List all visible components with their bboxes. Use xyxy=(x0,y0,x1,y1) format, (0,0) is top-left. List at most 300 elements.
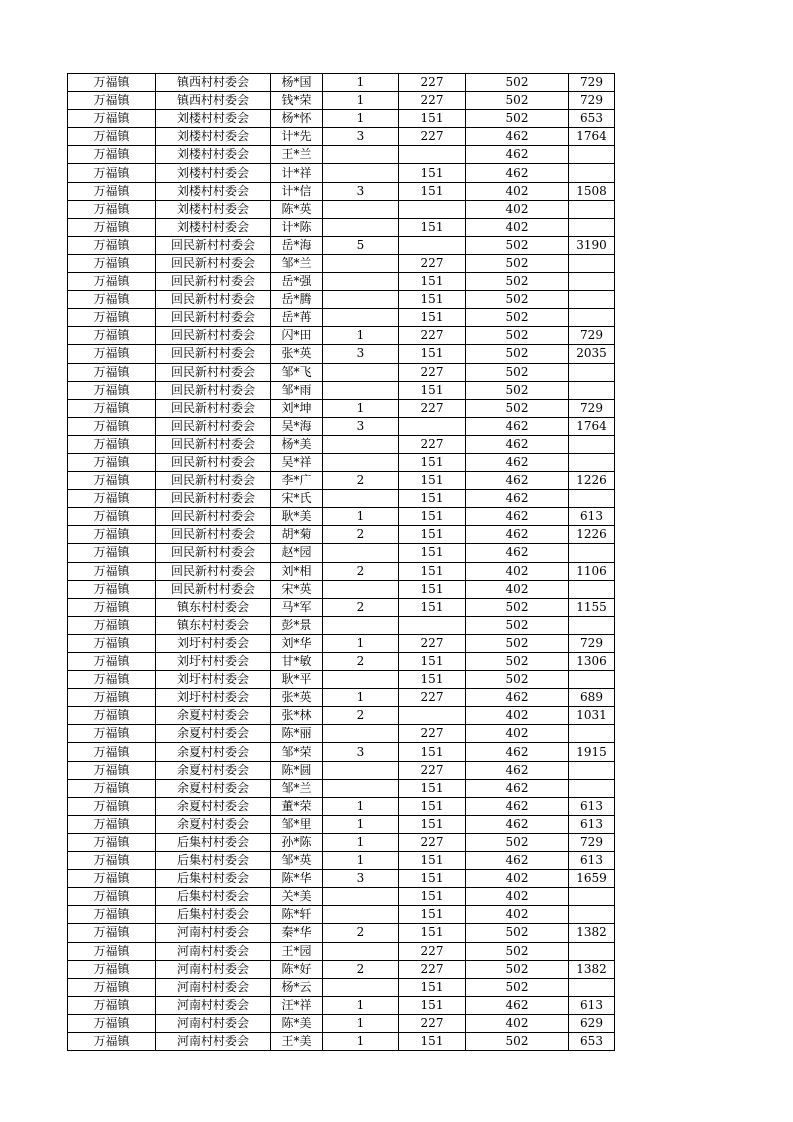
household-size-cell xyxy=(323,544,399,562)
household-size-cell: 1 xyxy=(323,634,399,652)
household-size-cell xyxy=(323,978,399,996)
amount-b-cell: 402 xyxy=(466,562,569,580)
amount-b-cell: 462 xyxy=(466,508,569,526)
amount-a-cell xyxy=(399,417,466,435)
town-cell: 万福镇 xyxy=(68,870,156,888)
name-cell: 陈*圆 xyxy=(271,761,323,779)
village-committee-cell: 回民新村村委会 xyxy=(156,472,271,490)
name-cell: 邹*里 xyxy=(271,815,323,833)
town-cell: 万福镇 xyxy=(68,327,156,345)
village-committee-cell: 刘圩村村委会 xyxy=(156,653,271,671)
amount-b-cell: 502 xyxy=(466,92,569,110)
amount-b-cell: 402 xyxy=(466,870,569,888)
total-cell: 729 xyxy=(569,74,615,92)
total-cell: 629 xyxy=(569,1014,615,1032)
town-cell: 万福镇 xyxy=(68,996,156,1014)
household-size-cell: 3 xyxy=(323,417,399,435)
household-size-cell xyxy=(323,888,399,906)
table-row xyxy=(68,490,615,508)
village-committee-cell: 回民新村村委会 xyxy=(156,526,271,544)
village-committee-cell: 余夏村村委会 xyxy=(156,707,271,725)
name-cell: 马*军 xyxy=(271,598,323,616)
amount-b-cell: 502 xyxy=(466,110,569,128)
amount-b-cell: 402 xyxy=(466,725,569,743)
total-cell xyxy=(569,309,615,327)
name-cell: 陈*好 xyxy=(271,960,323,978)
table-row xyxy=(68,689,615,707)
name-cell: 邹*荣 xyxy=(271,743,323,761)
village-committee-cell: 刘楼村村委会 xyxy=(156,110,271,128)
household-size-cell: 1 xyxy=(323,797,399,815)
amount-b-cell: 402 xyxy=(466,1014,569,1032)
household-size-cell: 2 xyxy=(323,562,399,580)
amount-a-cell: 151 xyxy=(399,309,466,327)
town-cell: 万福镇 xyxy=(68,345,156,363)
total-cell: 1382 xyxy=(569,924,615,942)
household-size-cell: 1 xyxy=(323,399,399,417)
table-row xyxy=(68,707,615,725)
town-cell: 万福镇 xyxy=(68,725,156,743)
amount-a-cell: 151 xyxy=(399,653,466,671)
table-row xyxy=(68,671,615,689)
table-row xyxy=(68,544,615,562)
village-committee-cell: 回民新村村委会 xyxy=(156,254,271,272)
town-cell: 万福镇 xyxy=(68,128,156,146)
amount-a-cell: 151 xyxy=(399,1032,466,1050)
total-cell: 1382 xyxy=(569,960,615,978)
name-cell: 钱*荣 xyxy=(271,92,323,110)
name-cell: 宋*英 xyxy=(271,580,323,598)
name-cell: 耿*平 xyxy=(271,671,323,689)
table-row xyxy=(68,92,615,110)
household-size-cell: 1 xyxy=(323,1014,399,1032)
amount-b-cell: 502 xyxy=(466,309,569,327)
amount-a-cell: 151 xyxy=(399,888,466,906)
town-cell: 万福镇 xyxy=(68,218,156,236)
table-row xyxy=(68,309,615,327)
amount-b-cell: 402 xyxy=(466,580,569,598)
village-committee-cell: 回民新村村委会 xyxy=(156,236,271,254)
amount-a-cell: 151 xyxy=(399,996,466,1014)
town-cell: 万福镇 xyxy=(68,1032,156,1050)
total-cell: 1031 xyxy=(569,707,615,725)
table-row xyxy=(68,978,615,996)
name-cell: 陈*轩 xyxy=(271,906,323,924)
village-committee-cell: 河南村村委会 xyxy=(156,978,271,996)
name-cell: 吴*海 xyxy=(271,417,323,435)
table-row xyxy=(68,291,615,309)
household-size-cell: 2 xyxy=(323,472,399,490)
town-cell: 万福镇 xyxy=(68,942,156,960)
household-size-cell: 1 xyxy=(323,833,399,851)
village-committee-cell: 余夏村村委会 xyxy=(156,725,271,743)
amount-b-cell: 502 xyxy=(466,924,569,942)
total-cell xyxy=(569,254,615,272)
town-cell: 万福镇 xyxy=(68,526,156,544)
village-committee-cell: 回民新村村委会 xyxy=(156,291,271,309)
village-committee-cell: 刘圩村村委会 xyxy=(156,671,271,689)
amount-a-cell: 151 xyxy=(399,110,466,128)
name-cell: 岳*强 xyxy=(271,273,323,291)
village-committee-cell: 回民新村村委会 xyxy=(156,417,271,435)
amount-a-cell xyxy=(399,616,466,634)
total-cell xyxy=(569,453,615,471)
table-row xyxy=(68,888,615,906)
amount-b-cell: 462 xyxy=(466,779,569,797)
household-size-cell: 2 xyxy=(323,960,399,978)
amount-a-cell: 151 xyxy=(399,598,466,616)
table-row xyxy=(68,345,615,363)
total-cell: 729 xyxy=(569,399,615,417)
amount-b-cell: 502 xyxy=(466,833,569,851)
household-size-cell: 1 xyxy=(323,996,399,1014)
household-size-cell: 1 xyxy=(323,1032,399,1050)
table-row xyxy=(68,363,615,381)
village-committee-cell: 刘楼村村委会 xyxy=(156,200,271,218)
village-committee-cell: 河南村村委会 xyxy=(156,1032,271,1050)
total-cell: 729 xyxy=(569,833,615,851)
town-cell: 万福镇 xyxy=(68,671,156,689)
household-size-cell: 2 xyxy=(323,526,399,544)
name-cell: 赵*园 xyxy=(271,544,323,562)
name-cell: 陈*丽 xyxy=(271,725,323,743)
name-cell: 刘*华 xyxy=(271,634,323,652)
name-cell: 邹*英 xyxy=(271,852,323,870)
household-size-cell xyxy=(323,580,399,598)
village-committee-cell: 余夏村村委会 xyxy=(156,797,271,815)
village-committee-cell: 余夏村村委会 xyxy=(156,743,271,761)
town-cell: 万福镇 xyxy=(68,634,156,652)
village-committee-cell: 河南村村委会 xyxy=(156,996,271,1014)
village-committee-cell: 刘楼村村委会 xyxy=(156,182,271,200)
household-size-cell xyxy=(323,490,399,508)
amount-a-cell: 151 xyxy=(399,472,466,490)
table-row xyxy=(68,960,615,978)
total-cell: 1764 xyxy=(569,128,615,146)
total-cell: 613 xyxy=(569,508,615,526)
village-committee-cell: 镇东村村委会 xyxy=(156,616,271,634)
amount-a-cell: 227 xyxy=(399,1014,466,1032)
name-cell: 陈*华 xyxy=(271,870,323,888)
name-cell: 岳*腾 xyxy=(271,291,323,309)
amount-a-cell: 151 xyxy=(399,779,466,797)
village-committee-cell: 回民新村村委会 xyxy=(156,399,271,417)
amount-a-cell xyxy=(399,236,466,254)
village-committee-cell: 河南村村委会 xyxy=(156,1014,271,1032)
amount-b-cell: 462 xyxy=(466,164,569,182)
amount-a-cell: 151 xyxy=(399,508,466,526)
village-committee-cell: 回民新村村委会 xyxy=(156,453,271,471)
town-cell: 万福镇 xyxy=(68,888,156,906)
amount-a-cell: 151 xyxy=(399,164,466,182)
total-cell xyxy=(569,725,615,743)
household-size-cell: 3 xyxy=(323,345,399,363)
name-cell: 关*美 xyxy=(271,888,323,906)
village-committee-cell: 回民新村村委会 xyxy=(156,381,271,399)
amount-a-cell: 151 xyxy=(399,381,466,399)
table-row xyxy=(68,200,615,218)
total-cell xyxy=(569,363,615,381)
village-committee-cell: 回民新村村委会 xyxy=(156,345,271,363)
total-cell xyxy=(569,200,615,218)
town-cell: 万福镇 xyxy=(68,236,156,254)
name-cell: 宋*氏 xyxy=(271,490,323,508)
town-cell: 万福镇 xyxy=(68,833,156,851)
household-size-cell: 2 xyxy=(323,924,399,942)
amount-b-cell: 502 xyxy=(466,236,569,254)
town-cell: 万福镇 xyxy=(68,254,156,272)
town-cell: 万福镇 xyxy=(68,761,156,779)
village-committee-cell: 河南村村委会 xyxy=(156,924,271,942)
table-row xyxy=(68,218,615,236)
village-committee-cell: 河南村村委会 xyxy=(156,960,271,978)
town-cell: 万福镇 xyxy=(68,453,156,471)
table-row xyxy=(68,906,615,924)
amount-b-cell: 462 xyxy=(466,761,569,779)
total-cell xyxy=(569,218,615,236)
village-committee-cell: 回民新村村委会 xyxy=(156,544,271,562)
name-cell: 李*广 xyxy=(271,472,323,490)
total-cell: 613 xyxy=(569,815,615,833)
name-cell: 王*园 xyxy=(271,942,323,960)
total-cell xyxy=(569,888,615,906)
total-cell: 1659 xyxy=(569,870,615,888)
table-row xyxy=(68,815,615,833)
amount-b-cell: 462 xyxy=(466,815,569,833)
total-cell xyxy=(569,544,615,562)
table-row xyxy=(68,182,615,200)
household-size-cell xyxy=(323,942,399,960)
household-size-cell xyxy=(323,254,399,272)
town-cell: 万福镇 xyxy=(68,707,156,725)
household-size-cell: 1 xyxy=(323,815,399,833)
town-cell: 万福镇 xyxy=(68,399,156,417)
total-cell xyxy=(569,671,615,689)
total-cell xyxy=(569,906,615,924)
town-cell: 万福镇 xyxy=(68,146,156,164)
household-size-cell xyxy=(323,291,399,309)
amount-a-cell: 151 xyxy=(399,562,466,580)
name-cell: 杨*云 xyxy=(271,978,323,996)
household-size-cell xyxy=(323,273,399,291)
total-cell: 1155 xyxy=(569,598,615,616)
name-cell: 邹*兰 xyxy=(271,779,323,797)
village-committee-cell: 后集村村委会 xyxy=(156,870,271,888)
table-row xyxy=(68,399,615,417)
amount-a-cell: 151 xyxy=(399,544,466,562)
town-cell: 万福镇 xyxy=(68,924,156,942)
village-committee-cell: 刘圩村村委会 xyxy=(156,634,271,652)
town-cell: 万福镇 xyxy=(68,616,156,634)
amount-b-cell: 462 xyxy=(466,435,569,453)
town-cell: 万福镇 xyxy=(68,580,156,598)
amount-b-cell: 502 xyxy=(466,616,569,634)
table-row xyxy=(68,254,615,272)
town-cell: 万福镇 xyxy=(68,906,156,924)
town-cell: 万福镇 xyxy=(68,417,156,435)
town-cell: 万福镇 xyxy=(68,689,156,707)
total-cell: 729 xyxy=(569,92,615,110)
village-committee-cell: 回民新村村委会 xyxy=(156,490,271,508)
amount-a-cell xyxy=(399,200,466,218)
amount-b-cell: 502 xyxy=(466,363,569,381)
village-committee-cell: 后集村村委会 xyxy=(156,852,271,870)
amount-a-cell: 227 xyxy=(399,960,466,978)
household-size-cell xyxy=(323,725,399,743)
table-row xyxy=(68,797,615,815)
total-cell: 1306 xyxy=(569,653,615,671)
total-cell: 613 xyxy=(569,797,615,815)
amount-a-cell: 151 xyxy=(399,671,466,689)
amount-b-cell: 502 xyxy=(466,399,569,417)
village-committee-cell: 镇西村村委会 xyxy=(156,74,271,92)
village-committee-cell: 刘楼村村委会 xyxy=(156,146,271,164)
town-cell: 万福镇 xyxy=(68,815,156,833)
total-cell: 1915 xyxy=(569,743,615,761)
town-cell: 万福镇 xyxy=(68,309,156,327)
amount-a-cell: 151 xyxy=(399,815,466,833)
name-cell: 计*先 xyxy=(271,128,323,146)
amount-b-cell: 502 xyxy=(466,327,569,345)
amount-a-cell: 151 xyxy=(399,797,466,815)
town-cell: 万福镇 xyxy=(68,472,156,490)
village-committee-cell: 河南村村委会 xyxy=(156,942,271,960)
household-size-cell: 2 xyxy=(323,598,399,616)
amount-b-cell: 402 xyxy=(466,218,569,236)
total-cell: 3190 xyxy=(569,236,615,254)
village-committee-cell: 刘楼村村委会 xyxy=(156,218,271,236)
household-size-cell xyxy=(323,906,399,924)
name-cell: 杨*怀 xyxy=(271,110,323,128)
town-cell: 万福镇 xyxy=(68,779,156,797)
town-cell: 万福镇 xyxy=(68,797,156,815)
household-size-cell xyxy=(323,453,399,471)
name-cell: 计*陈 xyxy=(271,218,323,236)
table-row xyxy=(68,942,615,960)
name-cell: 甘*敏 xyxy=(271,653,323,671)
town-cell: 万福镇 xyxy=(68,381,156,399)
town-cell: 万福镇 xyxy=(68,960,156,978)
village-committee-cell: 回民新村村委会 xyxy=(156,327,271,345)
total-cell: 1508 xyxy=(569,182,615,200)
amount-a-cell: 227 xyxy=(399,363,466,381)
total-cell: 613 xyxy=(569,996,615,1014)
household-size-cell xyxy=(323,435,399,453)
amount-b-cell: 502 xyxy=(466,273,569,291)
amount-b-cell: 402 xyxy=(466,906,569,924)
household-size-cell xyxy=(323,671,399,689)
town-cell: 万福镇 xyxy=(68,978,156,996)
village-committee-cell: 余夏村村委会 xyxy=(156,815,271,833)
amount-a-cell: 227 xyxy=(399,689,466,707)
household-size-cell xyxy=(323,218,399,236)
amount-b-cell: 502 xyxy=(466,291,569,309)
total-cell xyxy=(569,616,615,634)
amount-b-cell: 402 xyxy=(466,888,569,906)
household-size-cell: 3 xyxy=(323,128,399,146)
town-cell: 万福镇 xyxy=(68,743,156,761)
name-cell: 计*信 xyxy=(271,182,323,200)
town-cell: 万福镇 xyxy=(68,435,156,453)
total-cell: 653 xyxy=(569,1032,615,1050)
amount-a-cell: 227 xyxy=(399,128,466,146)
amount-a-cell: 151 xyxy=(399,580,466,598)
amount-a-cell: 151 xyxy=(399,490,466,508)
town-cell: 万福镇 xyxy=(68,110,156,128)
table-row xyxy=(68,996,615,1014)
amount-a-cell: 151 xyxy=(399,924,466,942)
table-row xyxy=(68,852,615,870)
town-cell: 万福镇 xyxy=(68,273,156,291)
total-cell: 729 xyxy=(569,327,615,345)
amount-b-cell: 502 xyxy=(466,381,569,399)
amount-a-cell xyxy=(399,707,466,725)
total-cell xyxy=(569,435,615,453)
name-cell: 张*林 xyxy=(271,707,323,725)
amount-a-cell: 151 xyxy=(399,182,466,200)
amount-b-cell: 462 xyxy=(466,490,569,508)
amount-b-cell: 462 xyxy=(466,526,569,544)
name-cell: 张*英 xyxy=(271,345,323,363)
table-row xyxy=(68,562,615,580)
amount-a-cell: 151 xyxy=(399,743,466,761)
amount-a-cell: 227 xyxy=(399,833,466,851)
table-row xyxy=(68,653,615,671)
table-row xyxy=(68,779,615,797)
table-row xyxy=(68,761,615,779)
table-row xyxy=(68,870,615,888)
table-row xyxy=(68,327,615,345)
village-committee-cell: 回民新村村委会 xyxy=(156,309,271,327)
table-row xyxy=(68,508,615,526)
amount-a-cell: 227 xyxy=(399,634,466,652)
name-cell: 吴*祥 xyxy=(271,453,323,471)
amount-a-cell: 151 xyxy=(399,852,466,870)
table-row xyxy=(68,1032,615,1050)
town-cell: 万福镇 xyxy=(68,508,156,526)
household-size-cell xyxy=(323,779,399,797)
name-cell: 汪*祥 xyxy=(271,996,323,1014)
total-cell xyxy=(569,146,615,164)
amount-a-cell: 151 xyxy=(399,453,466,471)
total-cell xyxy=(569,490,615,508)
household-size-cell: 1 xyxy=(323,110,399,128)
amount-b-cell: 462 xyxy=(466,146,569,164)
amount-a-cell: 151 xyxy=(399,291,466,309)
table-row xyxy=(68,74,615,92)
total-cell xyxy=(569,381,615,399)
table-row xyxy=(68,110,615,128)
village-committee-cell: 回民新村村委会 xyxy=(156,580,271,598)
amount-b-cell: 502 xyxy=(466,1032,569,1050)
total-cell: 613 xyxy=(569,852,615,870)
name-cell: 刘*坤 xyxy=(271,399,323,417)
amount-b-cell: 462 xyxy=(466,544,569,562)
table-row xyxy=(68,236,615,254)
household-size-cell: 1 xyxy=(323,92,399,110)
table-row xyxy=(68,435,615,453)
name-cell: 计*祥 xyxy=(271,164,323,182)
town-cell: 万福镇 xyxy=(68,363,156,381)
town-cell: 万福镇 xyxy=(68,74,156,92)
amount-b-cell: 462 xyxy=(466,996,569,1014)
village-committee-cell: 后集村村委会 xyxy=(156,888,271,906)
village-committee-cell: 镇西村村委会 xyxy=(156,92,271,110)
village-committee-cell: 刘楼村村委会 xyxy=(156,164,271,182)
table-row xyxy=(68,381,615,399)
village-committee-cell: 回民新村村委会 xyxy=(156,435,271,453)
amount-b-cell: 462 xyxy=(466,689,569,707)
